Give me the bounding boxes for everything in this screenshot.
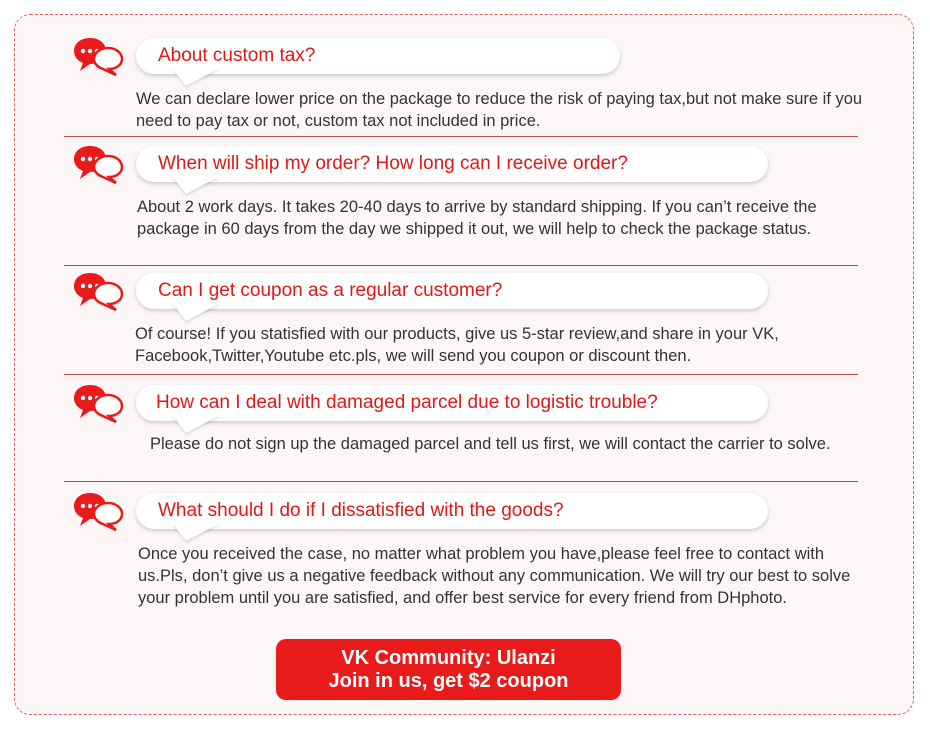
divider: [64, 265, 858, 266]
chat-bubbles-icon: [72, 383, 124, 423]
bubble-tail: [172, 68, 220, 86]
faq-question: About custom tax?: [158, 45, 316, 66]
bubble-tail: [172, 176, 220, 194]
chat-bubbles-icon: [72, 271, 124, 311]
bubble-tail: [172, 415, 220, 433]
chat-bubbles-icon: [72, 36, 124, 76]
faq-answer: About 2 work days. It takes 20-40 days to arrive by standard shipping. If you can’t receive the package in 60 days from the day we shipped it out, we will help to check the package status.: [137, 198, 817, 238]
faq-question: What should I do if I dissatisfied with the goods?: [158, 500, 564, 521]
faq-answer: Of course! If you statisfied with our products, give us 5-star review,and share in your VK, Facebook,Twitter,Youtube etc.pls, we will send you coupon or discount then.: [135, 325, 779, 365]
chat-bubbles-icon: [72, 491, 124, 531]
divider: [64, 481, 858, 482]
cta-line-2: Join in us, get $2 coupon: [328, 670, 569, 692]
question-bubble: [136, 493, 768, 529]
bubble-tail: [172, 303, 220, 321]
question-bubble: [136, 38, 620, 74]
question-bubble: [136, 273, 768, 309]
vk-community-button[interactable]: [276, 639, 621, 700]
faq-question: How can I deal with damaged parcel due to logistic trouble?: [156, 392, 658, 413]
question-bubble: [136, 146, 768, 182]
faq-question: Can I get coupon as a regular customer?: [158, 280, 503, 301]
cta-line-1: VK Community: Ulanzi: [341, 647, 556, 669]
chat-bubbles-icon: [72, 144, 124, 184]
faq-answer: Please do not sign up the damaged parcel and tell us first, we will contact the carrier to solve.: [150, 435, 831, 453]
divider: [64, 374, 858, 375]
faq-answer: Once you received the case, no matter what problem you have,please feel free to contact with us.Pls, don’t give us a negative feedback without any communication. We will try our best to solve your problem until you are satisfied, and offer best service for every friend from DHphoto.: [138, 545, 851, 607]
faq-question: When will ship my order? How long can I receive order?: [158, 153, 628, 174]
bubble-tail: [172, 523, 220, 541]
faq-answer: We can declare lower price on the package to reduce the risk of paying tax,but not make sure if you need to pay tax or not, custom tax not included in price.: [136, 90, 863, 130]
question-bubble: [136, 385, 768, 421]
divider: [64, 136, 858, 137]
